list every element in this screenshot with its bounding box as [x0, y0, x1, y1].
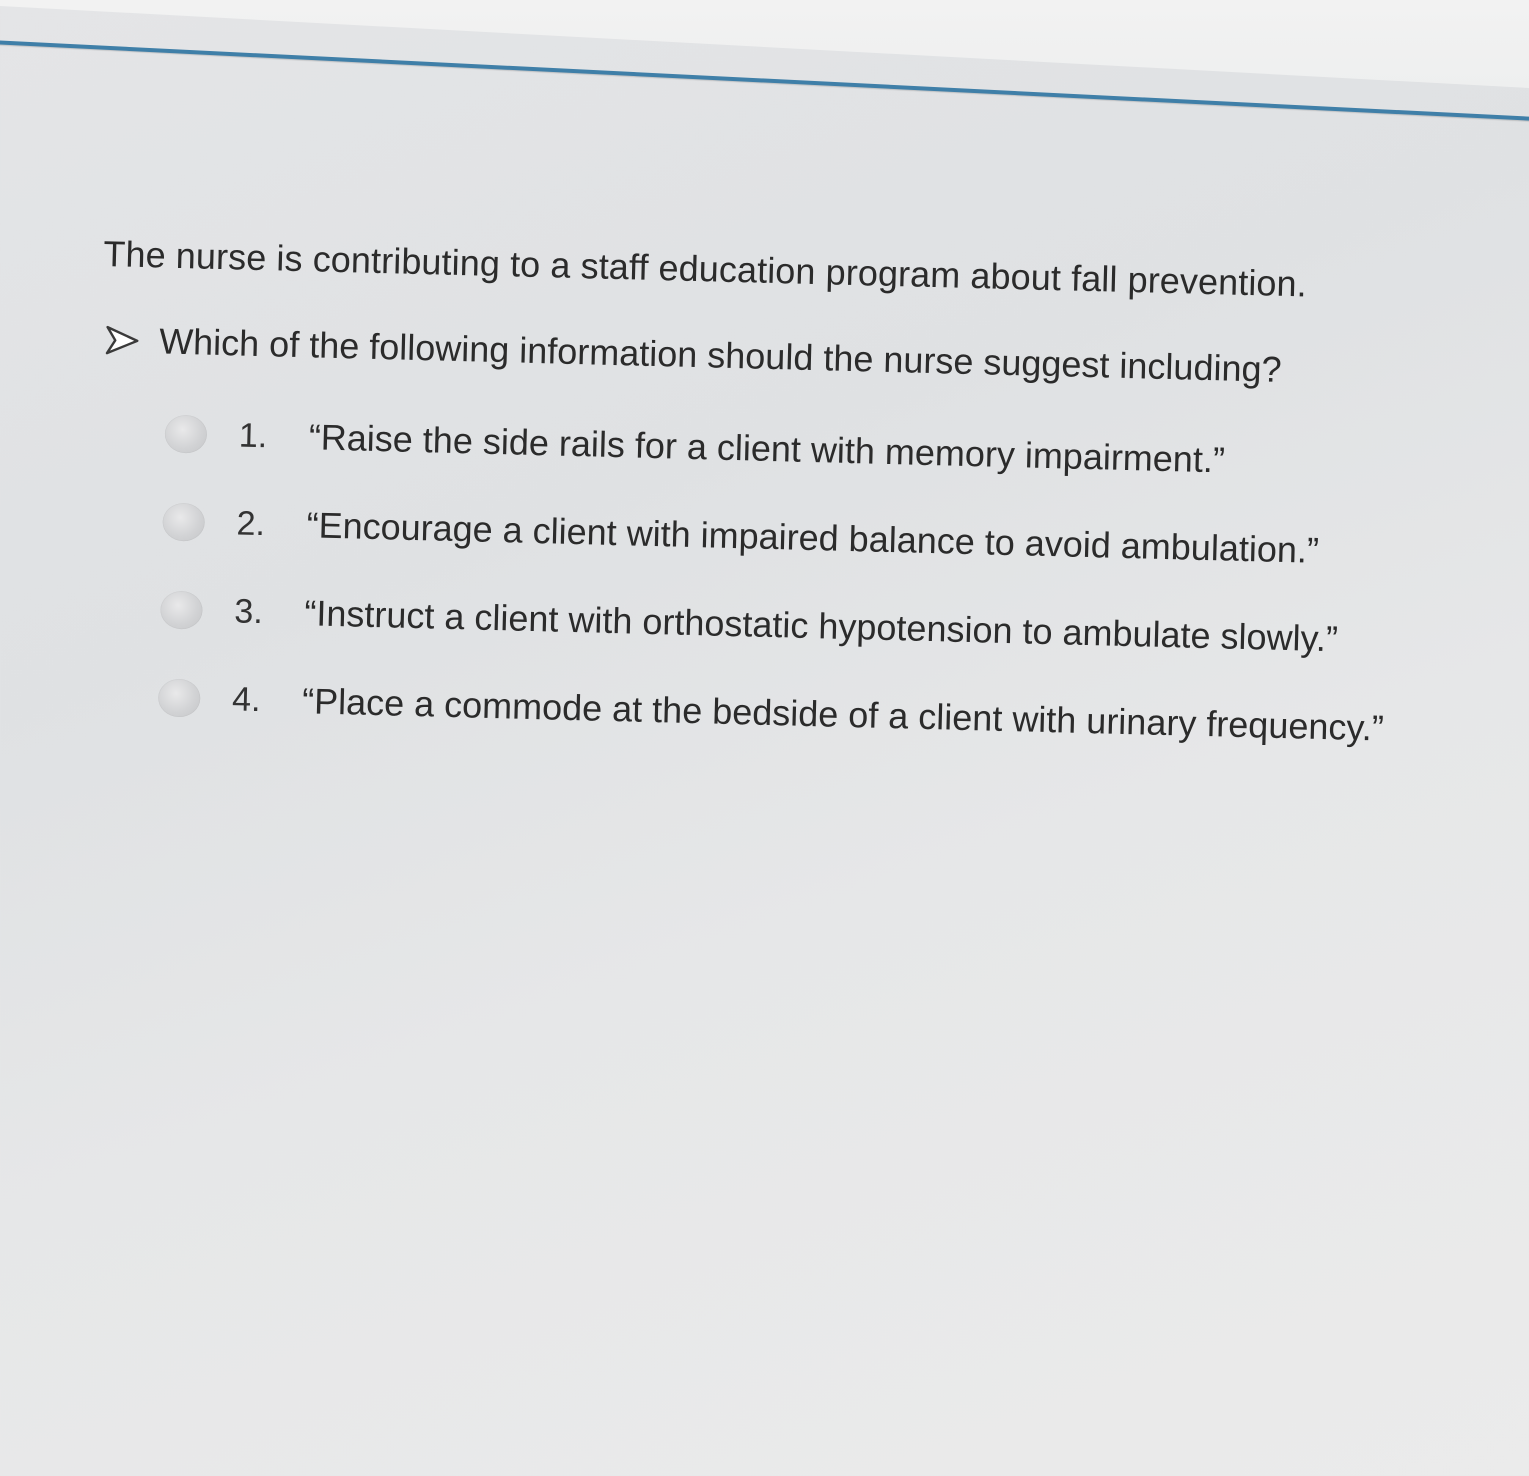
- question-prompt: Which of the following information should the nurse suggest including?: [158, 320, 1283, 390]
- option-text[interactable]: “Place a commode at the bedside of a client with urinary frequency.”: [301, 680, 1385, 749]
- question-stem: The nurse is contributing to a staff education program about fall prevention.: [102, 232, 1308, 305]
- option-number: 2.: [236, 503, 266, 543]
- option-number: 4.: [231, 679, 262, 719]
- option-number: 3.: [233, 591, 264, 631]
- radio-button[interactable]: [158, 679, 201, 718]
- option-number: 1.: [238, 415, 268, 455]
- radio-button[interactable]: [160, 591, 203, 630]
- header-strip: [0, 0, 1529, 90]
- option-text[interactable]: “Instruct a client with orthostatic hypotension to ambulate slowly.”: [303, 592, 1339, 660]
- question-panel: [91, 232, 1464, 790]
- option-text[interactable]: “Raise the side rails for a client with memory impairment.”: [308, 416, 1226, 481]
- answer-options: [157, 390, 1459, 775]
- arrow-right-icon: [105, 324, 140, 357]
- radio-button[interactable]: [162, 503, 205, 542]
- radio-button[interactable]: [164, 415, 207, 454]
- option-text[interactable]: “Encourage a client with impaired balance to avoid ambulation.”: [306, 504, 1320, 571]
- question-prompt-row: [105, 318, 1462, 396]
